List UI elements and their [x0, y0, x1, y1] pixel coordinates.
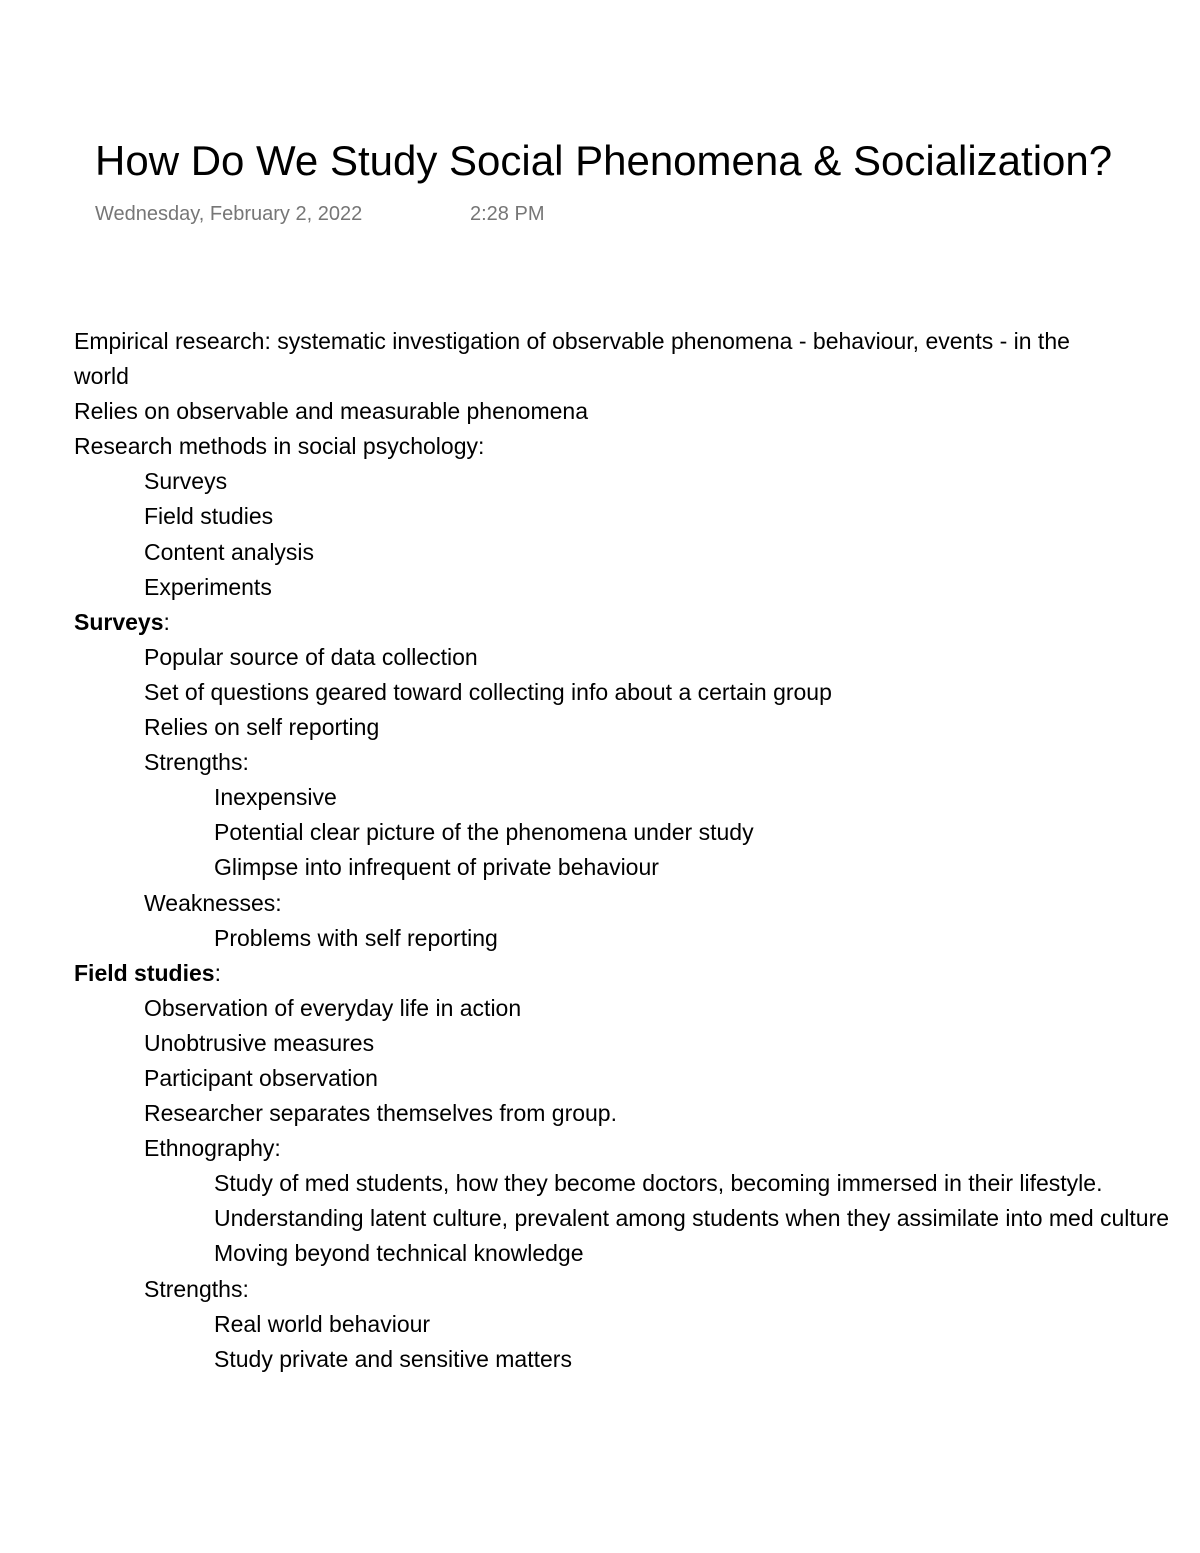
- list-item: Field studies: [144, 503, 274, 530]
- section-heading-surveys: [74, 605, 1200, 640]
- list-item: Researcher separates themselves from group.: [144, 1100, 617, 1127]
- section-heading-field-studies: [74, 956, 1200, 991]
- list-item: Content analysis: [144, 538, 315, 565]
- list-item: Participant observation: [144, 1064, 378, 1091]
- list-item: Relies on self reporting: [144, 714, 380, 741]
- list-item: Glimpse into infrequent of private behaviour: [214, 854, 659, 881]
- list-item: Set of questions geared toward collecting info about a certain group: [144, 678, 832, 705]
- list-item: Study of med students, how they become doctors, becoming immersed in their lifestyle.: [214, 1170, 1103, 1197]
- list-item: Study private and sensitive matters: [214, 1345, 572, 1372]
- ethnography-label: Ethnography:: [144, 1135, 281, 1162]
- weaknesses-label: Weaknesses:: [144, 889, 282, 916]
- strengths-label: Strengths:: [144, 749, 249, 776]
- list-item: Popular source of data collection: [144, 643, 478, 670]
- text-line: Research methods in social psychology:: [74, 433, 485, 460]
- list-item: Observation of everyday life in action: [144, 994, 522, 1021]
- list-item: Experiments: [144, 573, 272, 600]
- text-line: world: [74, 363, 129, 390]
- section-heading-text: Field studies: [74, 959, 215, 986]
- heading-colon: :: [163, 608, 170, 635]
- heading-colon: :: [214, 959, 221, 986]
- list-item: Unobtrusive measures: [144, 1029, 375, 1056]
- list-item: Surveys: [144, 468, 228, 495]
- text-line: Relies on observable and measurable phenomena: [74, 398, 589, 425]
- section-heading-text: Surveys: [74, 608, 164, 635]
- list-item: Potential clear picture of the phenomena under study: [214, 819, 754, 846]
- list-item: Inexpensive: [214, 784, 337, 811]
- note-date: Wednesday, February 2, 2022: [95, 203, 363, 225]
- list-item: Problems with self reporting: [214, 924, 498, 951]
- page-title: How Do We Study Social Phenomena & Socialization?: [95, 137, 1113, 184]
- list-item: Moving beyond technical knowledge: [214, 1240, 584, 1267]
- note-time: 2:28 PM: [470, 203, 545, 225]
- note-body: [74, 324, 1200, 1434]
- strengths-label: Strengths:: [144, 1275, 249, 1302]
- note-timestamp: [95, 200, 545, 228]
- text-line: Empirical research: systematic investigation of observable phenomena - behaviour, events - in the: [74, 328, 1070, 354]
- list-item: Real world behaviour: [214, 1310, 431, 1337]
- list-item: Understanding latent culture, prevalent among students when they assimilate into med culture: [214, 1205, 1170, 1232]
